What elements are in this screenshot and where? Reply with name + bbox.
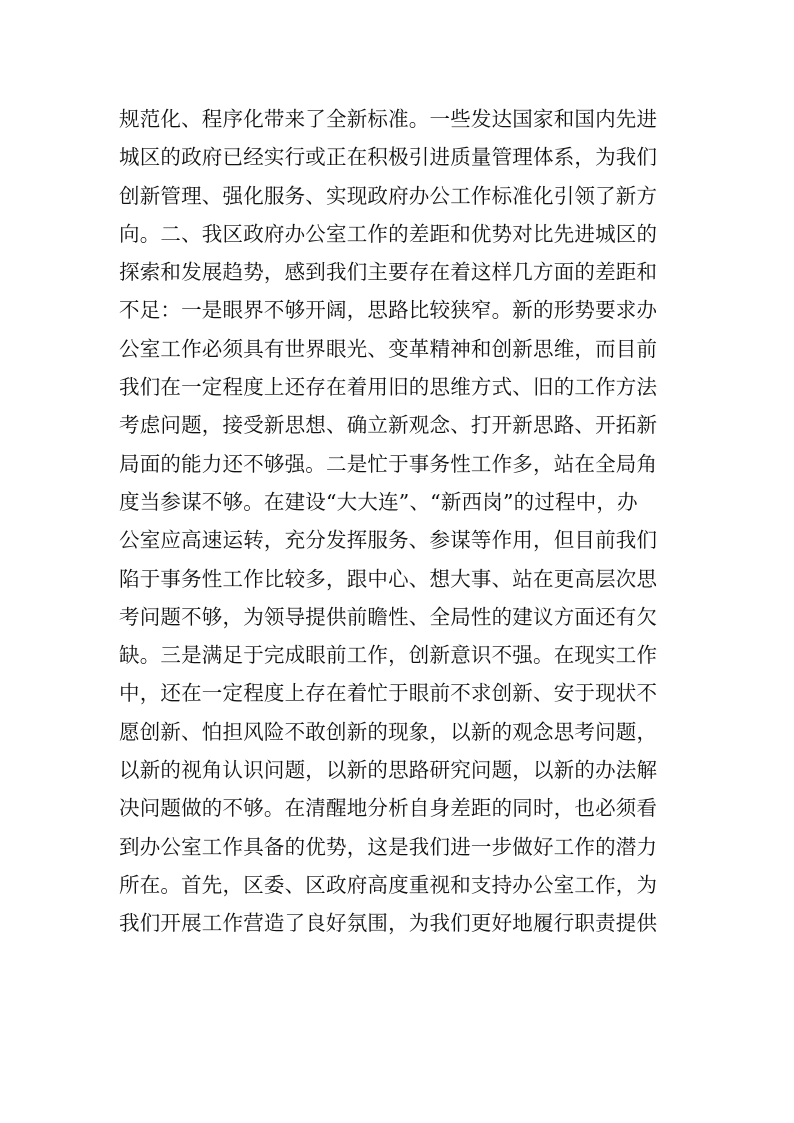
text-line: 缺。三是满足于完成眼前工作，创新意识不强。在现实工作 (119, 643, 658, 668)
text-line: 愿创新、怕担风险不敢创新的现象，以新的观念思考问题， (119, 719, 658, 744)
text-line: 探索和发展趋势，感到我们主要存在着这样几方面的差距和 (119, 260, 658, 285)
text-line: 我们在一定程度上还存在着用旧的思维方式、旧的工作方法 (119, 375, 658, 400)
text-line: 到办公室工作具备的优势，这是我们进一步做好工作的潜力 (119, 834, 658, 859)
text-line: 考虑问题，接受新思想、确立新观念、打开新思路、开拓新 (119, 413, 658, 438)
text-line: 公室工作必须具有世界眼光、变革精神和创新思维，而目前 (119, 336, 658, 361)
text-line: 不足：一是眼界不够开阔，思路比较狭窄。新的形势要求办 (119, 298, 658, 323)
text-line: 局面的能力还不够强。二是忙于事务性工作多，站在全局角 (119, 451, 658, 476)
text-line: 创新管理、强化服务、实现政府办公工作标准化引领了新方 (119, 183, 658, 208)
text-line: 我们开展工作营造了良好氛围，为我们更好地履行职责提供 (119, 911, 658, 936)
text-line: 城区的政府已经实行或正在积极引进质量管理体系，为我们 (119, 145, 658, 170)
text-line: 度当参谋不够。在建设“大大连”、“新西岗”的过程中，办 (119, 489, 638, 514)
text-line: 公室应高速运转，充分发挥服务、参谋等作用，但目前我们 (119, 528, 658, 553)
text-line: 考问题不够，为领导提供前瞻性、全局性的建议方面还有欠 (119, 604, 658, 629)
body-text (119, 100, 689, 943)
text-line: 陷于事务性工作比较多，跟中心、想大事、站在更高层次思 (119, 566, 658, 591)
text-line: 决问题做的不够。在清醒地分析自身差距的同时，也必须看 (119, 796, 658, 821)
text-line: 规范化、程序化带来了全新标准。一些发达国家和国内先进 (119, 107, 658, 131)
text-line: 向。二、我区政府办公室工作的差距和优势对比先进城区的 (119, 221, 658, 246)
text-line: 中，还在一定程度上存在着忙于眼前不求创新、安于现状不 (119, 681, 658, 706)
text-line: 以新的视角认识问题，以新的思路研究问题，以新的办法解 (119, 758, 658, 783)
text-line: 所在。首先，区委、区政府高度重视和支持办公室工作，为 (119, 872, 658, 897)
